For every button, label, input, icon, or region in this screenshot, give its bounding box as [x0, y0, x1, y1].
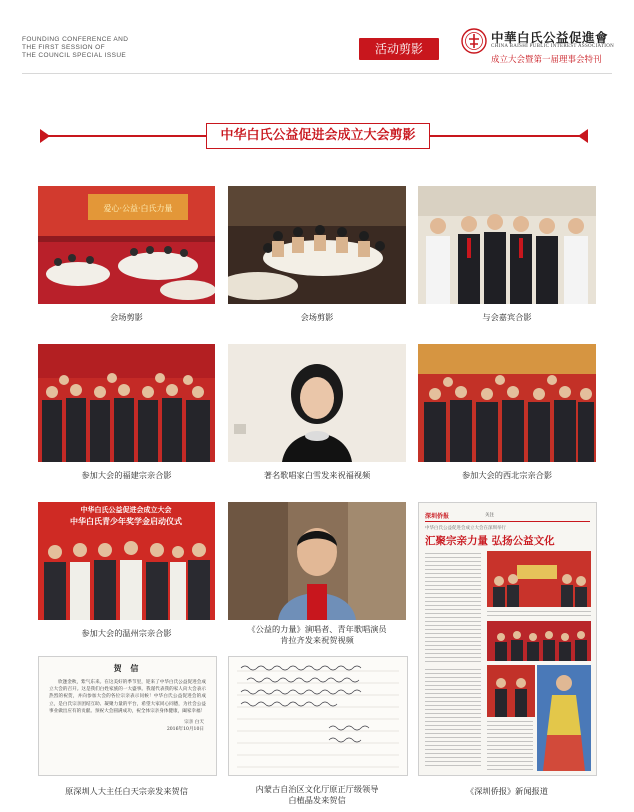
brand-name-en: CHINA BAISHI PUBLIC INTEREST ASSOCIATION [491, 44, 615, 49]
handwritten-caption-line: 内蒙古自治区文化厅原正厅级领导 [255, 784, 379, 794]
photo-caption-line: 《公益的力量》演唱者、青年歌唱演员 [247, 624, 387, 634]
photo-wenzhou-group [38, 502, 215, 620]
issue-label-line: THE FIRST SESSION OF [22, 44, 106, 51]
newspaper-text-column [487, 721, 533, 771]
newspaper-caption: 《深圳侨报》新闻报道 [466, 786, 548, 796]
letter-sign-name: 宗亲 白天 [184, 720, 204, 726]
newspaper-photo [487, 551, 591, 607]
letter-date: 2016年10月10日 [166, 727, 204, 733]
issue-label-line: THE COUNCIL SPECIAL ISSUE [22, 52, 127, 59]
photo-young-singer-video [228, 502, 406, 620]
photo-caption [224, 624, 410, 646]
letter-bai-tian [38, 656, 217, 776]
association-logo-icon [461, 28, 487, 54]
title-arrow-right-icon [578, 129, 588, 143]
newspaper-kicker: 中华白氏公益促进会成立大会在深圳举行 [425, 526, 506, 531]
letter-body: 欣逢金秋，紫气东来。在这美好的季节里，迎来了中华白氏公益促进会成立大会的召开。这是我们白姓家族的一大盛事。我谨代表我的家人向大会表示热烈的祝贺，并向参加大会的各位宗亲表示问候！中华白氏公益促进会的成立，是白氏宗亲团结互助、凝聚力量的平台，希望大家同心同德，为社会公益事业做出应有的贡献。预祝大会圆满成功，祝全体宗亲身体健康，阖家幸福！ [49, 680, 206, 714]
newspaper-text-column [425, 669, 481, 769]
section-tag: 活动剪影 [359, 38, 439, 60]
photo-caption: 参加大会的温州宗亲合影 [81, 628, 172, 638]
newspaper-photo [487, 621, 591, 661]
stage-banner-text: 爱心·公益·白氏力量 [103, 204, 173, 213]
letter-caption: 原深圳人大主任白天宗亲发来贺信 [65, 786, 188, 796]
issue-label-line: FOUNDING CONFERENCE AND [22, 36, 129, 43]
newspaper-masthead: 深圳侨报 [425, 513, 450, 520]
letter-signature [39, 719, 204, 733]
letter-title: 贺 信 [113, 663, 142, 673]
photo-caption: 参加大会的福建宗亲合影 [81, 470, 172, 480]
header-divider [22, 73, 612, 74]
photo-caption: 与会嘉宾合影 [482, 312, 532, 322]
photo-singer-video [228, 344, 406, 462]
photo-caption: 参加大会的西北宗亲合影 [461, 470, 553, 480]
title-arrow-left-icon [40, 129, 50, 143]
photo-venue-2 [228, 186, 406, 304]
photo-venue-1 [38, 186, 215, 304]
newspaper-clipping [418, 502, 597, 776]
newspaper-photo-dancer [537, 665, 591, 771]
handwritten-letter [228, 656, 408, 776]
newspaper-photo [487, 665, 535, 717]
photo-caption-line: 肯拉齐发来祝贺视频 [280, 635, 354, 645]
newspaper-rule [425, 521, 590, 522]
handwritten-caption [224, 784, 410, 806]
special-issue-subtitle: 成立大会暨第一届理事会特刊 [491, 55, 602, 65]
photo-northwest-group [418, 344, 596, 462]
brand-name-cn: 中華白氏公益促進會 [491, 30, 609, 45]
handwritten-letter-scan [229, 657, 407, 775]
issue-label [22, 36, 128, 60]
meeting-banner-line2: 中华白氏青少年奖学金启动仪式 [70, 517, 182, 526]
photo-caption: 会场剪影 [110, 312, 143, 322]
newspaper-headline: 汇聚宗亲力量 弘扬公益文化 [425, 535, 555, 547]
newspaper-photo-caption [487, 611, 591, 617]
newspaper-text-column [425, 553, 481, 663]
handwritten-caption-line: 白植晶发来贺信 [288, 795, 346, 805]
meeting-banner-line1: 中华白氏公益促进会成立大会 [80, 506, 172, 514]
photo-guests [418, 186, 596, 304]
photo-caption: 会场剪影 [300, 312, 334, 322]
photo-caption: 著名歌唱家白雪发来祝福视频 [263, 470, 371, 480]
page-title: 中华白氏公益促进会成立大会剪影 [206, 123, 430, 149]
newspaper-section: 关注 [485, 513, 494, 518]
photo-fujian-group [38, 344, 215, 462]
